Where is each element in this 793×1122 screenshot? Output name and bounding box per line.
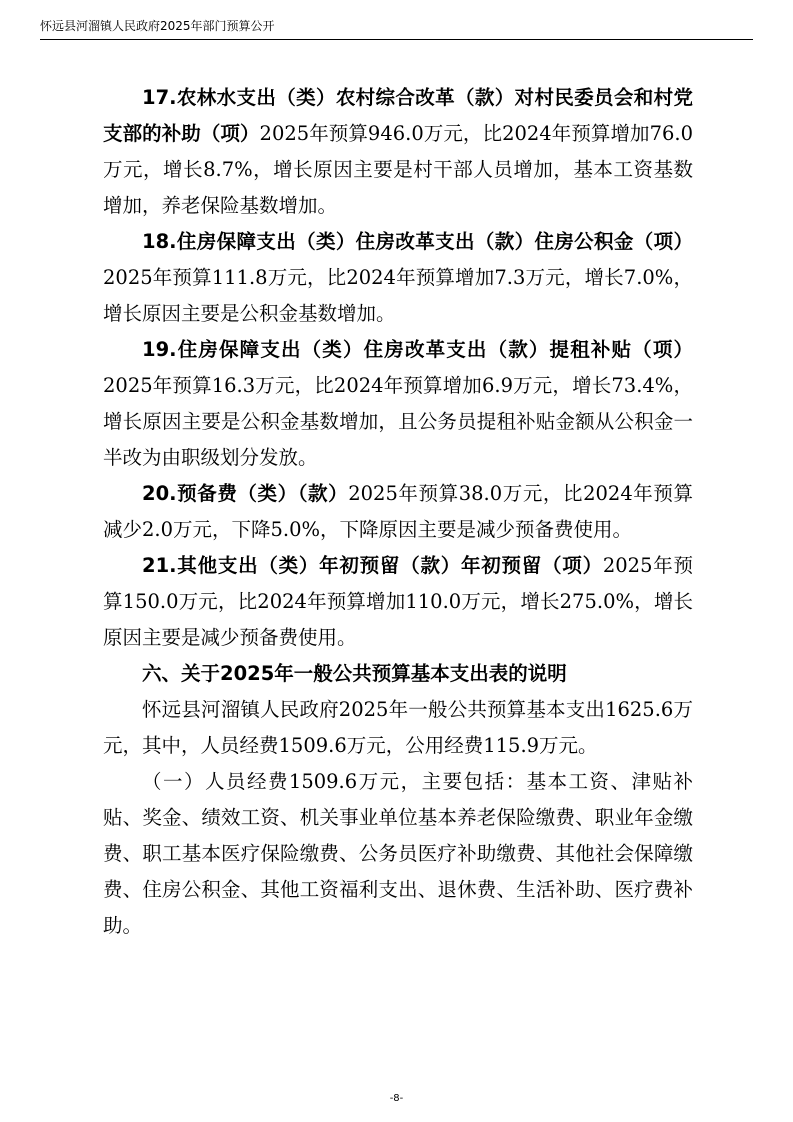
section-heading: 六、关于2025年一般公共预算基本支出表的说明 <box>142 662 567 685</box>
section-paragraph-1: 怀远县河溜镇人民政府2025年一般公共预算基本支出1625.6万元，其中，人员经费1509.6万元，公用经费115.9万元。 <box>103 698 693 757</box>
item-21-text: 2025年预算150.0万元，比2024年预算增加110.0万元，增长275.0%，增长原因主要是减少预备费使用。 <box>103 554 693 649</box>
header-title: 怀远县河溜镇人民政府2025年部门预算公开 <box>40 19 275 33</box>
header-divider <box>40 39 753 40</box>
section-paragraph-2: （一）人员经费1509.6万元，主要包括：基本工资、津贴补贴、奖金、绩效工资、机关事业单位基本养老保险缴费、职业年金缴费、职工基本医疗保险缴费、公务员医疗补助缴费、其他社会保障缴费、住房公积金、其他工资福利支出、退休费、生活补助、医疗费补助。 <box>103 770 693 937</box>
item-19-title: 19.住房保障支出（类）住房改革支出（款）提租补贴（项） <box>142 338 693 361</box>
item-17-title: 17.农林水支出（类）农村综合改革（款）对村民委员会和村党支部的补助（项） <box>103 86 693 145</box>
item-17-text: 2025年预算946.0万元，比2024年预算增加76.0万元，增长8.7%，增长原因主要是村干部人员增加，基本工资基数增加，养老保险基数增加。 <box>103 122 693 217</box>
item-19 <box>103 332 693 476</box>
document-body <box>103 80 693 944</box>
item-20 <box>103 476 693 548</box>
item-20-text: 2025年预算38.0万元，比2024年预算减少2.0万元，下降5.0%，下降原因主要是减少预备费使用。 <box>103 482 693 541</box>
item-17 <box>103 80 693 224</box>
item-21 <box>103 548 693 656</box>
item-20-title: 20.预备费（类）（款） <box>142 482 349 505</box>
item-21-title: 21.其他支出（类）年初预留（款）年初预留（项） <box>142 554 603 577</box>
item-18 <box>103 224 693 332</box>
item-18-title: 18.住房保障支出（类）住房改革支出（款）住房公积金（项） <box>142 230 693 253</box>
item-19-text: 2025年预算16.3万元，比2024年预算增加6.9万元，增长73.4%，增长原因主要是公积金基数增加，且公务员提租补贴金额从公积金一半改为由职级划分发放。 <box>103 374 693 469</box>
page-header <box>40 14 753 40</box>
page-number: -8- <box>389 1093 404 1104</box>
item-18-text: 2025年预算111.8万元，比2024年预算增加7.3万元，增长7.0%，增长原因主要是公积金基数增加。 <box>103 266 693 325</box>
